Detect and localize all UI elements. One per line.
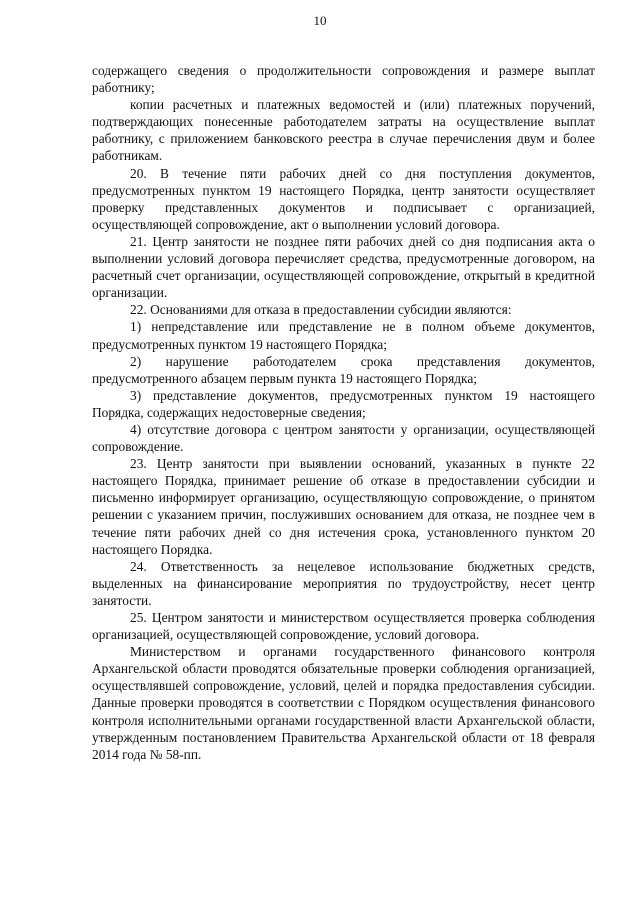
paragraph-financial-control: Министерством и органами государственного финансового контроля Архангельской области проводятся обязательные проверки соблюдения организацией, осуществлявшей сопровождение, условий, целей и порядка предоставления субсидии. Данные проверки проводятся в соответствии с Порядком осуществления финансового контроля исполнительными органами государственной власти Архангельской области, утвержденным постановлением Правительства Архангельской области от 18 февраля 2014 года № 58-пп. [92,644,595,762]
paragraph-continuation: содержащего сведения о продолжительности сопровождения и размере выплат работнику; [92,63,595,96]
paragraph-item-21: 21. Центр занятости не позднее пяти рабочих дней со дня подписания акта о выполнении условий договора перечисляет средства, предусмотренные договором, на расчетный счет организации, осуществляющей сопровождение, открытый в кредитной организации. [92,233,595,301]
paragraph-item-23: 23. Центр занятости при выявлении оснований, указанных в пункте 22 настоящего Порядка, принимает решение об отказе в предоставлении субсидии и письменно информирует организацию, осуществляющую сопровождение, о принятом решении с указанием причин, послуживших основанием для отказа, не позднее чем в течение пяти рабочих дней со дня истечения срока, установленного пунктом 20 настоящего Порядка. [92,456,595,557]
paragraph-item-22-2: 2) нарушение работодателем срока представления документов, предусмотренного абзацем первым пункта 19 настоящего Порядка; [92,353,595,386]
paragraph-item-22: 22. Основаниями для отказа в предоставлении субсидии являются: [130,302,512,318]
paragraph-item-22-4: 4) отсутствие договора с центром занятости у организации, осуществляющей сопровождение. [92,421,595,455]
paragraph-item-22-1: 1) непредставление или представление не в полном объеме документов, предусмотренных пунктом 19 настоящего Порядка; [92,319,595,352]
paragraph-payment-copies: копии расчетных и платежных ведомостей и (или) платежных поручений, подтверждающих понесенные работодателем затраты на осуществление выплат работнику, с приложением банковского реестра в случае перечисления двум и более работникам. [92,97,595,164]
paragraph-item-24: 24. Ответственность за нецелевое использование бюджетных средств, выделенных на финансирование мероприятия по трудоустройству, несет центр занятости. [92,558,595,608]
paragraph-item-25: 25. Центром занятости и министерством осуществляется проверка соблюдения организацией, осуществляющей сопровождение, условий договора. [92,610,595,643]
paragraph-item-22-3: 3) представление документов, предусмотренных пунктом 19 настоящего Порядка, содержащих недостоверные сведения; [92,387,595,420]
paragraph-item-20: 20. В течение пяти рабочих дней со дня поступления документов, предусмотренных пунктом 19 настоящего Порядка, центр занятости осуществляет проверку представленных документов и подписывает с организацией, осуществляющей сопровождение, акт о выполнении условий договора. [92,165,595,232]
document-body [92,62,595,763]
page-number: 10 [313,13,327,28]
